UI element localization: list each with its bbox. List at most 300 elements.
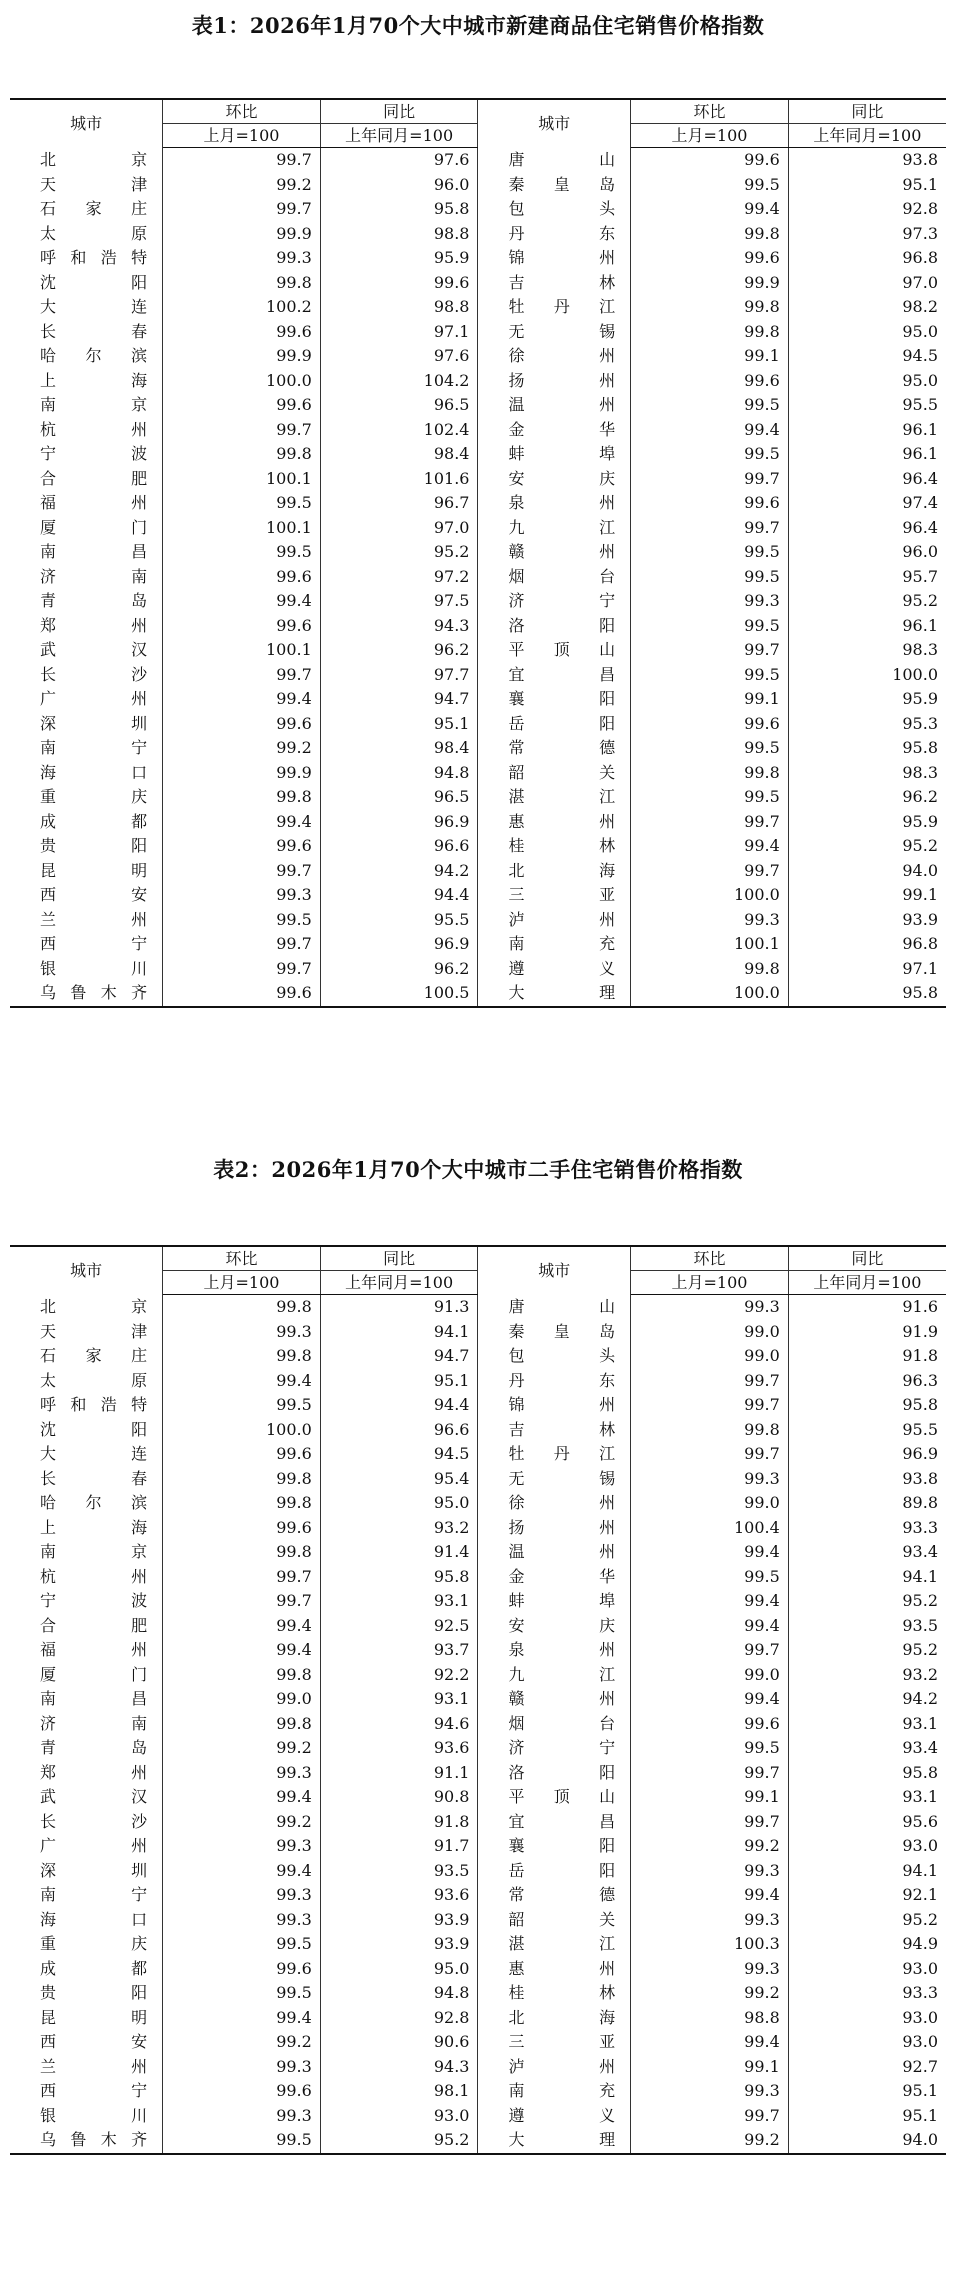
mom-cell: 99.8 — [631, 761, 789, 786]
city-cell: 长沙 — [10, 1810, 163, 1835]
mom-cell: 100.0 — [631, 981, 789, 1007]
city-cell: 济宁 — [478, 589, 631, 614]
mom-cell: 99.7 — [163, 1589, 321, 1614]
mom-cell: 99.5 — [631, 442, 789, 467]
city-cell: 昆明 — [10, 859, 163, 884]
yoy-cell: 94.1 — [902, 1860, 938, 1880]
mom-cell: 99.6 — [163, 1442, 321, 1467]
mom-cell: 99.8 — [163, 271, 321, 296]
city-cell: 无锡 — [478, 320, 631, 345]
mom-cell: 99.5 — [631, 540, 789, 565]
city-cell: 深圳 — [10, 1859, 163, 1884]
city-cell: 贵阳 — [10, 834, 163, 859]
mom-cell: 99.6 — [163, 981, 321, 1007]
city-cell: 青岛 — [10, 589, 163, 614]
yoy-cell: 95.5 — [902, 395, 938, 414]
yoy-cell: 91.7 — [320, 1834, 478, 1859]
header-mom-base: 上月=100 — [163, 1271, 321, 1295]
yoy-cell: 96.4 — [902, 468, 938, 488]
header-mom: 环比 — [163, 1246, 321, 1271]
mom-cell: 99.7 — [163, 1565, 321, 1590]
table-row — [10, 810, 946, 835]
yoy-cell: 99.1 — [902, 885, 938, 904]
table-row — [10, 1687, 946, 1712]
header-mom: 环比 — [631, 1246, 789, 1271]
mom-cell: 99.4 — [163, 810, 321, 835]
table-row — [10, 1344, 946, 1369]
table2 — [10, 1245, 946, 2155]
city-cell: 北海 — [478, 859, 631, 884]
yoy-cell: 96.6 — [320, 834, 478, 859]
city-cell: 长春 — [10, 1467, 163, 1492]
table-row — [10, 2006, 946, 2031]
yoy-cell: 93.6 — [320, 1736, 478, 1761]
mom-cell: 99.4 — [631, 2030, 789, 2055]
mom-cell: 99.4 — [163, 1638, 321, 1663]
yoy-cell: 91.4 — [320, 1540, 478, 1565]
table-row — [10, 442, 946, 467]
yoy-cell: 98.2 — [902, 297, 938, 316]
yoy-cell: 96.0 — [902, 542, 938, 561]
header-mom-base: 上月=100 — [163, 124, 321, 148]
yoy-cell: 96.4 — [902, 517, 938, 537]
mom-cell: 99.8 — [631, 957, 789, 982]
yoy-cell: 96.9 — [902, 1444, 938, 1463]
yoy-cell: 93.1 — [902, 1713, 938, 1733]
mom-cell: 99.3 — [631, 908, 789, 933]
yoy-cell: 96.1 — [902, 419, 938, 439]
yoy-cell: 97.6 — [320, 148, 478, 173]
city-cell: 金华 — [478, 418, 631, 443]
header-yoy-base: 上年同月=100 — [320, 124, 478, 148]
mom-cell: 99.5 — [631, 1736, 789, 1761]
table-row — [10, 344, 946, 369]
mom-cell: 99.8 — [631, 320, 789, 345]
mom-cell: 99.4 — [163, 1614, 321, 1639]
mom-cell: 99.6 — [631, 712, 789, 737]
table-row — [10, 859, 946, 884]
mom-cell: 99.8 — [163, 1712, 321, 1737]
yoy-cell: 95.0 — [320, 1491, 478, 1516]
yoy-cell: 95.0 — [902, 370, 938, 390]
yoy-cell: 93.9 — [902, 909, 938, 929]
yoy-cell: 93.7 — [320, 1638, 478, 1663]
table2-title: 表2：2026年1月70个大中城市二手住宅销售价格指数 — [213, 1157, 743, 1182]
mom-cell: 99.3 — [163, 2104, 321, 2129]
city-cell: 泉州 — [478, 1638, 631, 1663]
city-cell: 唐山 — [478, 148, 631, 173]
table-row — [10, 1540, 946, 1565]
yoy-cell: 104.2 — [320, 369, 478, 394]
yoy-cell: 93.4 — [902, 1738, 938, 1757]
city-cell: 西宁 — [10, 2079, 163, 2104]
city-cell: 温州 — [478, 393, 631, 418]
city-cell: 烟台 — [478, 565, 631, 590]
city-cell: 泸州 — [478, 2055, 631, 2080]
mom-cell: 99.6 — [163, 712, 321, 737]
mom-cell: 100.1 — [631, 932, 789, 957]
yoy-cell: 95.8 — [902, 1395, 938, 1414]
city-cell: 重庆 — [10, 785, 163, 810]
yoy-cell: 96.5 — [320, 393, 478, 418]
table-row — [10, 491, 946, 516]
mom-cell: 99.4 — [163, 2006, 321, 2031]
yoy-cell: 92.2 — [320, 1663, 478, 1688]
mom-cell: 99.3 — [163, 1320, 321, 1345]
table-row — [10, 1810, 946, 1835]
yoy-cell: 90.6 — [320, 2030, 478, 2055]
city-cell: 徐州 — [478, 1491, 631, 1516]
table1-title: 表1：2026年1月70个大中城市新建商品住宅销售价格指数 — [191, 13, 765, 38]
city-cell: 襄阳 — [478, 687, 631, 712]
mom-cell: 99.5 — [163, 908, 321, 933]
city-cell: 天津 — [10, 173, 163, 198]
city-cell: 襄阳 — [478, 1834, 631, 1859]
header-yoy: 同比 — [788, 99, 946, 124]
mom-cell: 99.4 — [631, 834, 789, 859]
city-cell: 武汉 — [10, 1785, 163, 1810]
yoy-cell: 91.6 — [902, 1297, 938, 1316]
table-row — [10, 712, 946, 737]
mom-cell: 99.5 — [163, 2128, 321, 2154]
header-yoy: 同比 — [320, 99, 478, 124]
mom-cell: 99.4 — [163, 1785, 321, 1810]
city-cell: 海口 — [10, 1908, 163, 1933]
mom-cell: 99.7 — [631, 2104, 789, 2129]
mom-cell: 99.7 — [163, 663, 321, 688]
table-row — [10, 271, 946, 296]
mom-cell: 99.5 — [163, 540, 321, 565]
city-cell: 福州 — [10, 491, 163, 516]
mom-cell: 99.4 — [163, 1369, 321, 1394]
yoy-cell: 92.8 — [902, 199, 938, 218]
city-cell: 南昌 — [10, 1687, 163, 1712]
city-cell: 兰州 — [10, 908, 163, 933]
table-row — [10, 148, 946, 173]
table-row — [10, 932, 946, 957]
table-row — [10, 1467, 946, 1492]
yoy-cell: 96.9 — [320, 810, 478, 835]
mom-cell: 99.9 — [163, 761, 321, 786]
yoy-cell: 94.7 — [320, 1344, 478, 1369]
mom-cell: 99.7 — [163, 859, 321, 884]
yoy-cell: 100.0 — [892, 664, 938, 684]
table-row — [10, 1589, 946, 1614]
city-cell: 岳阳 — [478, 712, 631, 737]
table-row — [10, 418, 946, 443]
mom-cell: 100.0 — [631, 883, 789, 908]
yoy-cell: 94.3 — [320, 614, 478, 639]
header-city: 城市 — [10, 1246, 163, 1295]
table-row — [10, 467, 946, 492]
yoy-cell: 93.1 — [902, 1787, 938, 1806]
mom-cell: 99.2 — [163, 1810, 321, 1835]
yoy-cell: 94.0 — [902, 2130, 938, 2149]
city-cell: 南充 — [478, 932, 631, 957]
table-row — [10, 222, 946, 247]
city-cell: 泸州 — [478, 908, 631, 933]
mom-cell: 99.3 — [631, 1859, 789, 1884]
yoy-cell: 95.8 — [902, 983, 938, 1002]
mom-cell: 100.0 — [163, 1418, 321, 1443]
yoy-cell: 94.4 — [320, 1393, 478, 1418]
mom-cell: 99.3 — [163, 1834, 321, 1859]
yoy-cell: 94.6 — [320, 1712, 478, 1737]
city-cell: 宁波 — [10, 1589, 163, 1614]
yoy-cell: 93.5 — [320, 1859, 478, 1884]
mom-cell: 99.6 — [163, 320, 321, 345]
city-cell: 青岛 — [10, 1736, 163, 1761]
yoy-cell: 95.2 — [902, 1591, 938, 1610]
city-cell: 安庆 — [478, 467, 631, 492]
city-cell: 宁波 — [10, 442, 163, 467]
yoy-cell: 96.2 — [320, 957, 478, 982]
city-cell: 成都 — [10, 810, 163, 835]
city-cell: 唐山 — [478, 1295, 631, 1320]
mom-cell: 99.3 — [163, 883, 321, 908]
city-cell: 石家庄 — [10, 1344, 163, 1369]
table-row — [10, 320, 946, 345]
yoy-cell: 95.9 — [902, 811, 938, 831]
yoy-cell: 93.2 — [902, 1664, 938, 1684]
mom-cell: 99.6 — [163, 1957, 321, 1982]
table-row — [10, 785, 946, 810]
city-cell: 大连 — [10, 295, 163, 320]
city-cell: 常德 — [478, 1883, 631, 1908]
city-cell: 厦门 — [10, 1663, 163, 1688]
city-cell: 武汉 — [10, 638, 163, 663]
mom-cell: 99.0 — [631, 1344, 789, 1369]
header-mom-base: 上月=100 — [631, 124, 789, 148]
yoy-cell: 93.0 — [902, 1958, 938, 1978]
city-cell: 天津 — [10, 1320, 163, 1345]
yoy-cell: 94.1 — [320, 1320, 478, 1345]
mom-cell: 99.5 — [631, 614, 789, 639]
yoy-cell: 97.2 — [320, 565, 478, 590]
city-cell: 成都 — [10, 1957, 163, 1982]
city-cell: 济南 — [10, 1712, 163, 1737]
yoy-cell: 95.8 — [320, 197, 478, 222]
yoy-cell: 94.9 — [902, 1934, 938, 1953]
city-cell: 合肥 — [10, 1614, 163, 1639]
yoy-cell: 97.3 — [902, 223, 938, 243]
city-cell: 广州 — [10, 1834, 163, 1859]
yoy-cell: 97.6 — [320, 344, 478, 369]
table-row — [10, 761, 946, 786]
table-row — [10, 663, 946, 688]
mom-cell: 99.6 — [163, 614, 321, 639]
yoy-cell: 96.5 — [320, 785, 478, 810]
table-row — [10, 2104, 946, 2129]
mom-cell: 99.5 — [631, 565, 789, 590]
city-cell: 银川 — [10, 957, 163, 982]
header-yoy-base: 上年同月=100 — [788, 1271, 946, 1295]
yoy-cell: 98.4 — [320, 736, 478, 761]
mom-cell: 99.4 — [631, 1687, 789, 1712]
table-row — [10, 1320, 946, 1345]
city-cell: 兰州 — [10, 2055, 163, 2080]
table-row — [10, 1369, 946, 1394]
mom-cell: 99.5 — [631, 173, 789, 198]
yoy-cell: 96.2 — [320, 638, 478, 663]
mom-cell: 99.7 — [631, 467, 789, 492]
city-cell: 西安 — [10, 2030, 163, 2055]
header-mom: 环比 — [631, 99, 789, 124]
city-cell: 杭州 — [10, 1565, 163, 1590]
yoy-cell: 91.8 — [902, 1346, 938, 1365]
yoy-cell: 92.5 — [320, 1614, 478, 1639]
yoy-cell: 95.1 — [902, 174, 938, 194]
city-cell: 包头 — [478, 197, 631, 222]
city-cell: 温州 — [478, 1540, 631, 1565]
yoy-cell: 95.1 — [902, 2081, 938, 2100]
yoy-cell: 92.7 — [902, 2056, 938, 2076]
header-yoy: 同比 — [320, 1246, 478, 1271]
mom-cell: 99.1 — [631, 2055, 789, 2080]
mom-cell: 99.0 — [631, 1491, 789, 1516]
city-cell: 广州 — [10, 687, 163, 712]
mom-cell: 99.2 — [163, 173, 321, 198]
city-cell: 福州 — [10, 1638, 163, 1663]
mom-cell: 99.6 — [631, 491, 789, 516]
mom-cell: 99.8 — [631, 1418, 789, 1443]
city-cell: 平顶山 — [478, 1785, 631, 1810]
yoy-cell: 97.5 — [320, 589, 478, 614]
mom-cell: 99.2 — [163, 1736, 321, 1761]
yoy-cell: 95.8 — [902, 738, 938, 757]
mom-cell: 99.5 — [163, 491, 321, 516]
yoy-cell: 98.3 — [902, 762, 938, 782]
city-cell: 扬州 — [478, 369, 631, 394]
yoy-cell: 96.7 — [320, 491, 478, 516]
table-row — [10, 1663, 946, 1688]
mom-cell: 99.7 — [631, 1393, 789, 1418]
table-row — [10, 2030, 946, 2055]
yoy-cell: 95.7 — [902, 566, 938, 586]
city-cell: 石家庄 — [10, 197, 163, 222]
mom-cell: 99.6 — [163, 565, 321, 590]
yoy-cell: 94.8 — [320, 1981, 478, 2006]
yoy-cell: 93.3 — [902, 1517, 938, 1537]
table2-body — [10, 1295, 946, 2154]
table-row — [10, 1981, 946, 2006]
table1 — [10, 98, 946, 1008]
table-row — [10, 614, 946, 639]
city-cell: 银川 — [10, 2104, 163, 2129]
mom-cell: 99.3 — [631, 589, 789, 614]
header-yoy-base: 上年同月=100 — [788, 124, 946, 148]
yoy-cell: 98.8 — [320, 295, 478, 320]
city-cell: 南充 — [478, 2079, 631, 2104]
mom-cell: 99.5 — [163, 1932, 321, 1957]
city-cell: 郑州 — [10, 1761, 163, 1786]
yoy-cell: 97.0 — [320, 516, 478, 541]
city-cell: 岳阳 — [478, 1859, 631, 1884]
city-cell: 上海 — [10, 369, 163, 394]
yoy-cell: 95.4 — [320, 1467, 478, 1492]
yoy-cell: 100.5 — [320, 981, 478, 1007]
mom-cell: 100.2 — [163, 295, 321, 320]
yoy-cell: 94.0 — [902, 860, 938, 880]
header-mom-base: 上月=100 — [631, 1271, 789, 1295]
mom-cell: 99.4 — [631, 1540, 789, 1565]
city-cell: 常德 — [478, 736, 631, 761]
yoy-cell: 95.8 — [320, 1565, 478, 1590]
table-row — [10, 540, 946, 565]
yoy-cell: 101.6 — [320, 467, 478, 492]
yoy-cell: 93.0 — [902, 2032, 938, 2051]
table-row — [10, 1785, 946, 1810]
mom-cell: 100.1 — [163, 467, 321, 492]
mom-cell: 99.3 — [631, 1908, 789, 1933]
city-cell: 上海 — [10, 1516, 163, 1541]
table-row — [10, 1418, 946, 1443]
table-row — [10, 589, 946, 614]
yoy-cell: 94.5 — [902, 346, 938, 365]
yoy-cell: 95.0 — [320, 1957, 478, 1982]
yoy-cell: 97.7 — [320, 663, 478, 688]
city-cell: 赣州 — [478, 1687, 631, 1712]
mom-cell: 99.8 — [163, 1540, 321, 1565]
city-cell: 惠州 — [478, 1957, 631, 1982]
mom-cell: 99.3 — [163, 1883, 321, 1908]
mom-cell: 99.7 — [631, 859, 789, 884]
mom-cell: 99.8 — [631, 222, 789, 247]
yoy-cell: 91.3 — [320, 1295, 478, 1320]
table-row — [10, 981, 946, 1007]
mom-cell: 99.8 — [163, 785, 321, 810]
table-row — [10, 2055, 946, 2080]
yoy-cell: 94.7 — [320, 687, 478, 712]
mom-cell: 99.4 — [163, 687, 321, 712]
city-cell: 秦皇岛 — [478, 1320, 631, 1345]
city-cell: 哈尔滨 — [10, 344, 163, 369]
mom-cell: 100.1 — [163, 516, 321, 541]
city-cell: 长沙 — [10, 663, 163, 688]
table-row — [10, 1736, 946, 1761]
yoy-cell: 96.1 — [902, 615, 938, 635]
table-row — [10, 2128, 946, 2154]
city-cell: 扬州 — [478, 1516, 631, 1541]
city-cell: 哈尔滨 — [10, 1491, 163, 1516]
yoy-cell: 95.2 — [902, 591, 938, 610]
yoy-cell: 96.6 — [320, 1418, 478, 1443]
yoy-cell: 91.1 — [320, 1761, 478, 1786]
header-yoy-base: 上年同月=100 — [320, 1271, 478, 1295]
city-cell: 大连 — [10, 1442, 163, 1467]
city-cell: 西安 — [10, 883, 163, 908]
header-yoy: 同比 — [788, 1246, 946, 1271]
yoy-cell: 94.2 — [320, 859, 478, 884]
mom-cell: 99.5 — [631, 663, 789, 688]
yoy-cell: 95.8 — [902, 1762, 938, 1782]
yoy-cell: 93.8 — [902, 150, 938, 169]
city-cell: 宜昌 — [478, 1810, 631, 1835]
table-row — [10, 1491, 946, 1516]
table-row — [10, 173, 946, 198]
city-cell: 杭州 — [10, 418, 163, 443]
mom-cell: 99.4 — [163, 1859, 321, 1884]
city-cell: 西宁 — [10, 932, 163, 957]
yoy-cell: 93.8 — [902, 1468, 938, 1488]
mom-cell: 98.8 — [631, 2006, 789, 2031]
table-row — [10, 1442, 946, 1467]
city-cell: 济宁 — [478, 1736, 631, 1761]
yoy-cell: 93.1 — [320, 1589, 478, 1614]
table-row — [10, 1834, 946, 1859]
mom-cell: 99.5 — [631, 736, 789, 761]
table-row — [10, 687, 946, 712]
